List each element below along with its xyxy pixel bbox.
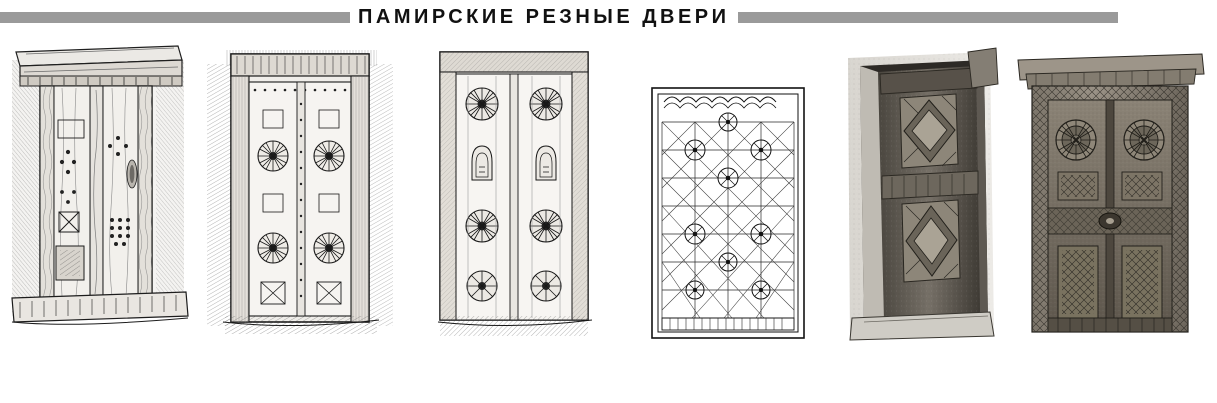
page-header	[0, 4, 1217, 30]
title-rule-left	[0, 12, 350, 23]
door-drawing-2	[205, 34, 395, 340]
title-rule-right	[738, 12, 1118, 23]
plate-strip	[0, 34, 1217, 344]
page-title: ПАМИРСКИЕ РЕЗНЫЕ ДВЕРИ	[358, 6, 730, 28]
door-photo-6	[1012, 40, 1208, 340]
door-drawing-3	[424, 34, 604, 340]
door-photo-5	[838, 38, 1008, 344]
door-ornament-scheme-4	[648, 74, 808, 346]
door-drawing-1	[6, 34, 196, 340]
